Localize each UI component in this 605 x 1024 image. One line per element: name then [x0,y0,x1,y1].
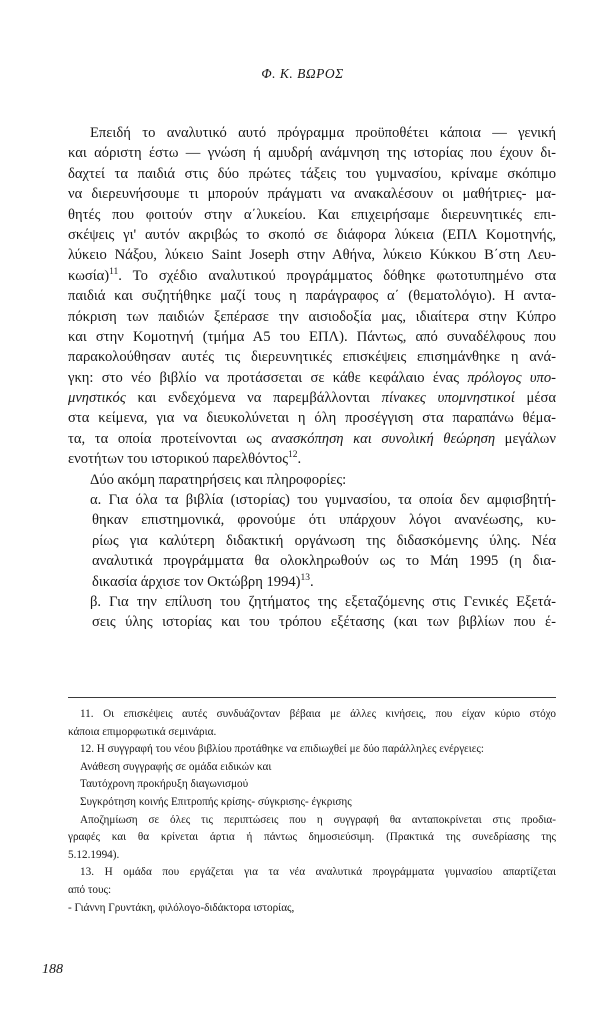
footnote-line: Ταυτόχρονη προκήρυξη διαγωνισμού [80,778,249,791]
body-line: Επειδή το αναλυτικό αυτό πρόγραμμα προϋποθέτει κάποια — γενική [90,125,556,141]
body-line: να διερευνήσουμε τι μπορούν πράγματι να ανακαλέσουν οι μαθήτριες- μα- [68,186,556,203]
footnote-line: γραφές και θα κρίνεται άρτια ή πάντως δημοσιεύσιμη. (Πρακτικά της συνεδρίασης της [68,831,556,844]
footnote-line: - Γιάννη Γρυντάκη, φιλόλογο-διδάκτορα ιστορίας, [68,901,295,914]
footnote-line: Συγκρότηση κοινής Επιτροπής κρίσης- σύγκρισης- έγκρισης [80,795,352,808]
footnote-reference: 11 [109,266,119,277]
body-line: αναλυτικά προγράμματα θα ολοκληρωθούν ως το Μάη 1995 (η δια- [92,553,556,570]
body-line: παιδιά και συζητήθηκε μαζί τους η παράγραφος α΄ (θεματολόγιο). Η αντα- [68,288,556,305]
text-segment: . [310,573,314,590]
body-line: δαχτεί τα παιδιά στις δύο πρώτες τάξεις του γυμνασίου, κρίναμε σκόπιμο [68,165,556,182]
page-number: 188 [42,962,63,977]
text-segment: και ενδεχόμενα να παρεμβάλλονται [125,390,382,407]
body-line: ρίως για καλύτερη διδακτική οργάνωση της διδασκόμενης ύλης. Νέα [92,532,556,549]
body-line: β. Για την επίλυση του ζητήματος της εξεταζόμενης στις Γενικές Εξετά- [90,593,556,610]
body-text [68,123,556,633]
body-line: παρακολούθησαν αυτές τις διερευνητικές επισκέψεις επισημάνθηκε η ανά- [68,349,556,366]
body-line: και αόριστη έστω — γνώση ή αμυδρή ανάμνηση της ιστορίας που έχουν δι- [68,145,556,162]
body-line: λύκειο Νάξου, λύκειο Saint Joseph στην Αθήνα, λύκειο Κύκκου Β΄στη Λευ- [68,247,556,264]
body-line [68,429,556,449]
footnotes [68,706,556,917]
italic-phrase: πρόλογος υπο- [467,369,556,386]
body-line [68,266,556,286]
text-segment: τα, τα οποία προτείνονται ως [68,430,272,447]
body-line: σεις ύλης ιστορίας και του τρόπου εξέτασης (και των βιβλίων που έ- [92,614,556,631]
body-line [68,368,556,388]
body-line: α. Για όλα τα βιβλία (ιστορίας) του γυμνασίου, τα οποία δεν αμφισβητή- [90,492,556,509]
text-segment: κωσία) [68,267,110,284]
body-line: στα κείμενα, για να διευκολύνεται η όλη προσέγγιση στα παραπάνω θέμα- [68,410,556,427]
text-segment: γκη: στο νέο βιβλίο να προτάσσεται σε κάθε κεφάλαιο ένας [68,369,468,386]
running-head: Φ. Κ. ΒΩΡΟΣ [261,66,344,81]
body-line: πόκριση των παιδιών ξεπέρασε την αισιοδοξία μας, ιδιαίτερα στην Κύπρο [68,308,556,325]
footnote-line: Ανάθεση συγγραφής σε ομάδα ειδικών και [80,760,272,773]
body-line: θηκαν επιστημονικά, φρονούμε ότι υπάρχουν λόγοι ανανέωσης, κυ- [92,512,556,529]
italic-phrase: πίνακες υπομνηστικοί [381,390,515,407]
footnote-reference: 12 [287,450,298,461]
text-segment: μέσα [514,390,556,407]
footnote-line: 11. Οι επισκέψεις αυτές συνδυάζονταν βέβαια με άλλες κινήσεις, που είχαν κύριο στόχο [80,708,556,720]
body-line: και στην Κομοτηνή (τμήμα Α5 του ΕΠΛ). Πάντως, από συναδέλφους που [68,328,556,345]
footnote-line: 5.12.1994). [68,848,120,861]
body-line: σκέψεις γι' αυτόν ακριβώς το σκοπό σε διάφορα λύκεια (ΕΠΛ Κομοτηνής, [68,226,556,243]
footnote-reference: 13 [300,572,311,583]
text-segment: δικασία άρχισε τον Οκτώβρη 1994) [92,573,301,590]
body-line: Δύο ακόμη παρατηρήσεις και πληροφορίες: [90,471,347,488]
footnote-line: Αποζημίωση σε όλες τις περιπτώσεις που η συγγραφή θα ανταποκρίνεται στις προδια- [80,813,556,826]
body-line [68,449,556,469]
footnote-line: 12. Η συγγραφή του νέου βιβλίου προτάθηκε να επιδιωχθεί με δύο παράλληλες ενέργειες: [80,743,484,756]
footnote-line: από τους: [68,883,112,896]
text-segment: μεγάλων [495,430,556,447]
footnote-divider [68,697,556,698]
text-segment: . Το σχέδιο αναλυτικού προγράμματος δόθηκε φωτοτυπημένο στα [118,267,556,284]
footnote-line: 13. Η ομάδα που εργάζεται για τα νέα αναλυτικά προγράμματα γυμνασίου απαρτίζεται [80,866,556,879]
body-line: θητές που φοιτούν στην α΄λυκείου. Και επιχειρήσαμε διερευνητικές επι- [68,206,556,223]
body-line [68,388,556,408]
italic-phrase: μνηστικός [68,390,126,407]
text-segment: ενοτήτων του ιστορικού παρελθόντος [68,451,288,468]
italic-phrase: ανασκόπηση και συνολική θεώρηση [271,430,496,447]
body-line [68,572,556,592]
text-segment: . [297,451,302,468]
footnote-line: κάποια επιμορφωτικά σεμινάρια. [68,725,217,738]
